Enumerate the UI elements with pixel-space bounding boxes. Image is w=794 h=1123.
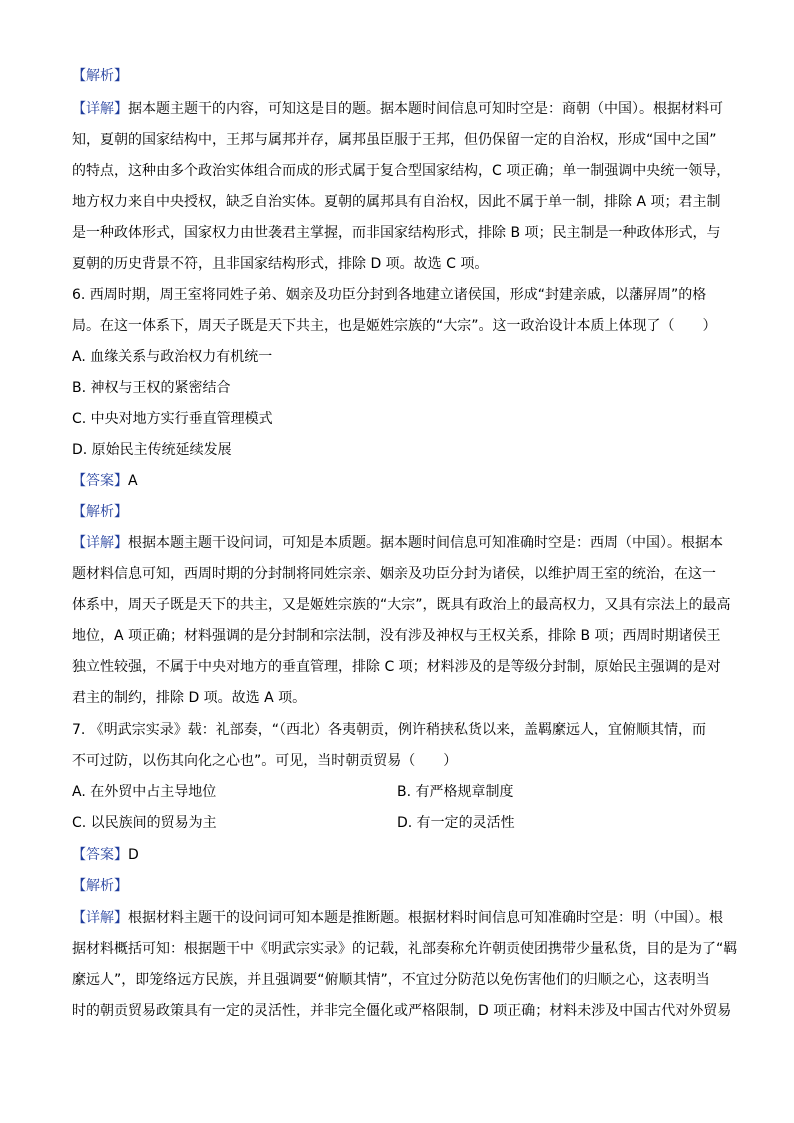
question-stem-line: 不可过防，以伤其向化之心也”。可见，当时朝贡贸易（ ） [72, 753, 458, 769]
question-stem-line: 6. 西周时期，周王室将同姓子弟、姻亲及功臣分封到各地建立诸侯国，形成“封建亲戚，以藩屏周”的格 [72, 287, 707, 303]
detail-tag: 【详解】 [72, 910, 128, 926]
analysis-detail-line: 时的朝贡贸易政策具有一定的灵活性，并非完全僵化或严格限制，D 项正确；材料未涉及中国古代对外贸易 [72, 1003, 732, 1019]
option-a: A. 血缘关系与政治权力有机统一 [72, 349, 273, 365]
question-stem-line: 7. 《明武宗实录》载：礼部奏，“（西北）各夷朝贡，例许稍挟私货以来，盖羁縻远人，宜俯顺其情，而 [72, 722, 707, 738]
question-stem-line: 局。在这一体系下，周天子既是天下共主，也是姬姓宗族的“大宗”。这一政治设计本质上体现了（ ） [72, 318, 717, 334]
answer-line [72, 845, 734, 865]
analysis-detail-line: 君主的制约，排除 D 项。故选 A 项。 [72, 690, 307, 706]
option-c: C. 中央对地方实行垂直管理模式 [72, 411, 273, 427]
detail-tag: 【详解】 [72, 535, 128, 551]
analysis-detail-line: 夏朝的历史背景不符，且非国家结构形式，排除 D 项。故选 C 项。 [72, 256, 489, 272]
analysis-heading: 【解析】 [72, 68, 128, 84]
analysis-detail-line: 【详解】根据材料主题干的设问词可知本题是推断题。根据材料时间信息可知准确时空是：明（中国）。根 [72, 910, 723, 926]
analysis-heading: 【解析】 [72, 878, 128, 894]
answer-line [72, 471, 734, 491]
analysis-detail-line: 据材料概括可知：根据题干中《明武宗实录》的记载，礼部奏称允许朝贡使团携带少量私货，目的是为了“羁 [72, 941, 738, 957]
analysis-heading: 【解析】 [72, 504, 128, 520]
answer-tag: 【答案】 [72, 847, 128, 863]
answer-tag: 【答案】 [72, 473, 128, 489]
option-d: D. 有一定的灵活性 [397, 815, 515, 831]
option-row [72, 813, 734, 833]
answer-value: A [128, 473, 138, 489]
analysis-detail-line: 地位，A 项正确；材料强调的是分封制和宗法制，没有涉及神权与王权关系，排除 B 项；西周时期诸侯王 [72, 628, 721, 644]
detail-tag: 【详解】 [72, 101, 128, 117]
analysis-detail-line: 【详解】据本题主题干的内容，可知这是目的题。据本题时间信息可知时空是：商朝（中国）。根据材料可 [72, 101, 723, 117]
option-d: D. 原始民主传统延续发展 [72, 442, 232, 458]
option-a: A. 在外贸中占主导地位 [72, 784, 217, 800]
analysis-detail-line: 地方权力来自中央授权，缺乏自治实体。夏朝的属邦具有自治权，因此不属于单一制，排除 A 项；君主制 [72, 194, 721, 210]
analysis-detail-line: 【详解】根据本题主题干设问词，可知是本质题。据本题时间信息可知准确时空是：西周（中国）。根据本 [72, 535, 723, 551]
analysis-detail-line: 知，夏朝的国家结构中，王邦与属邦并存，属邦虽臣服于王邦，但仍保留一定的自治权，形成“国中之国” [72, 132, 717, 148]
option-row [72, 782, 734, 802]
analysis-detail-line: 题材料信息可知，西周时期的分封制将同姓宗亲、姻亲及功臣分封为诸侯，以维护周王室的统治，在这一 [72, 566, 716, 582]
analysis-detail-line: 是一种政体形式，国家权力由世袭君主掌握，而非国家结构形式，排除 B 项；民主制是一种政体形式，与 [72, 225, 721, 241]
analysis-detail-line: 縻远人”，即笼络远方民族，并且强调要“俯顺其情”，不宜过分防范以免伤害他们的归顺之心，这表明当 [72, 972, 710, 988]
analysis-detail-line: 的特点，这种由多个政治实体组合而成的形式属于复合型国家结构，C 项正确；单一制强调中央统一领导， [72, 163, 731, 179]
option-b: B. 有严格规章制度 [397, 784, 514, 800]
option-b: B. 神权与王权的紧密结合 [72, 380, 231, 396]
answer-value: D [128, 847, 139, 863]
analysis-detail-line: 体系中，周天子既是天下的共主，又是姬姓宗族的“大宗”，既具有政治上的最高权力，又具有宗法上的最高 [72, 597, 731, 613]
analysis-detail-line: 独立性较强，不属于中央对地方的垂直管理，排除 C 项；材料涉及的是等级分封制，原始民主强调的是对 [72, 659, 721, 675]
option-c: C. 以民族间的贸易为主 [72, 815, 217, 831]
